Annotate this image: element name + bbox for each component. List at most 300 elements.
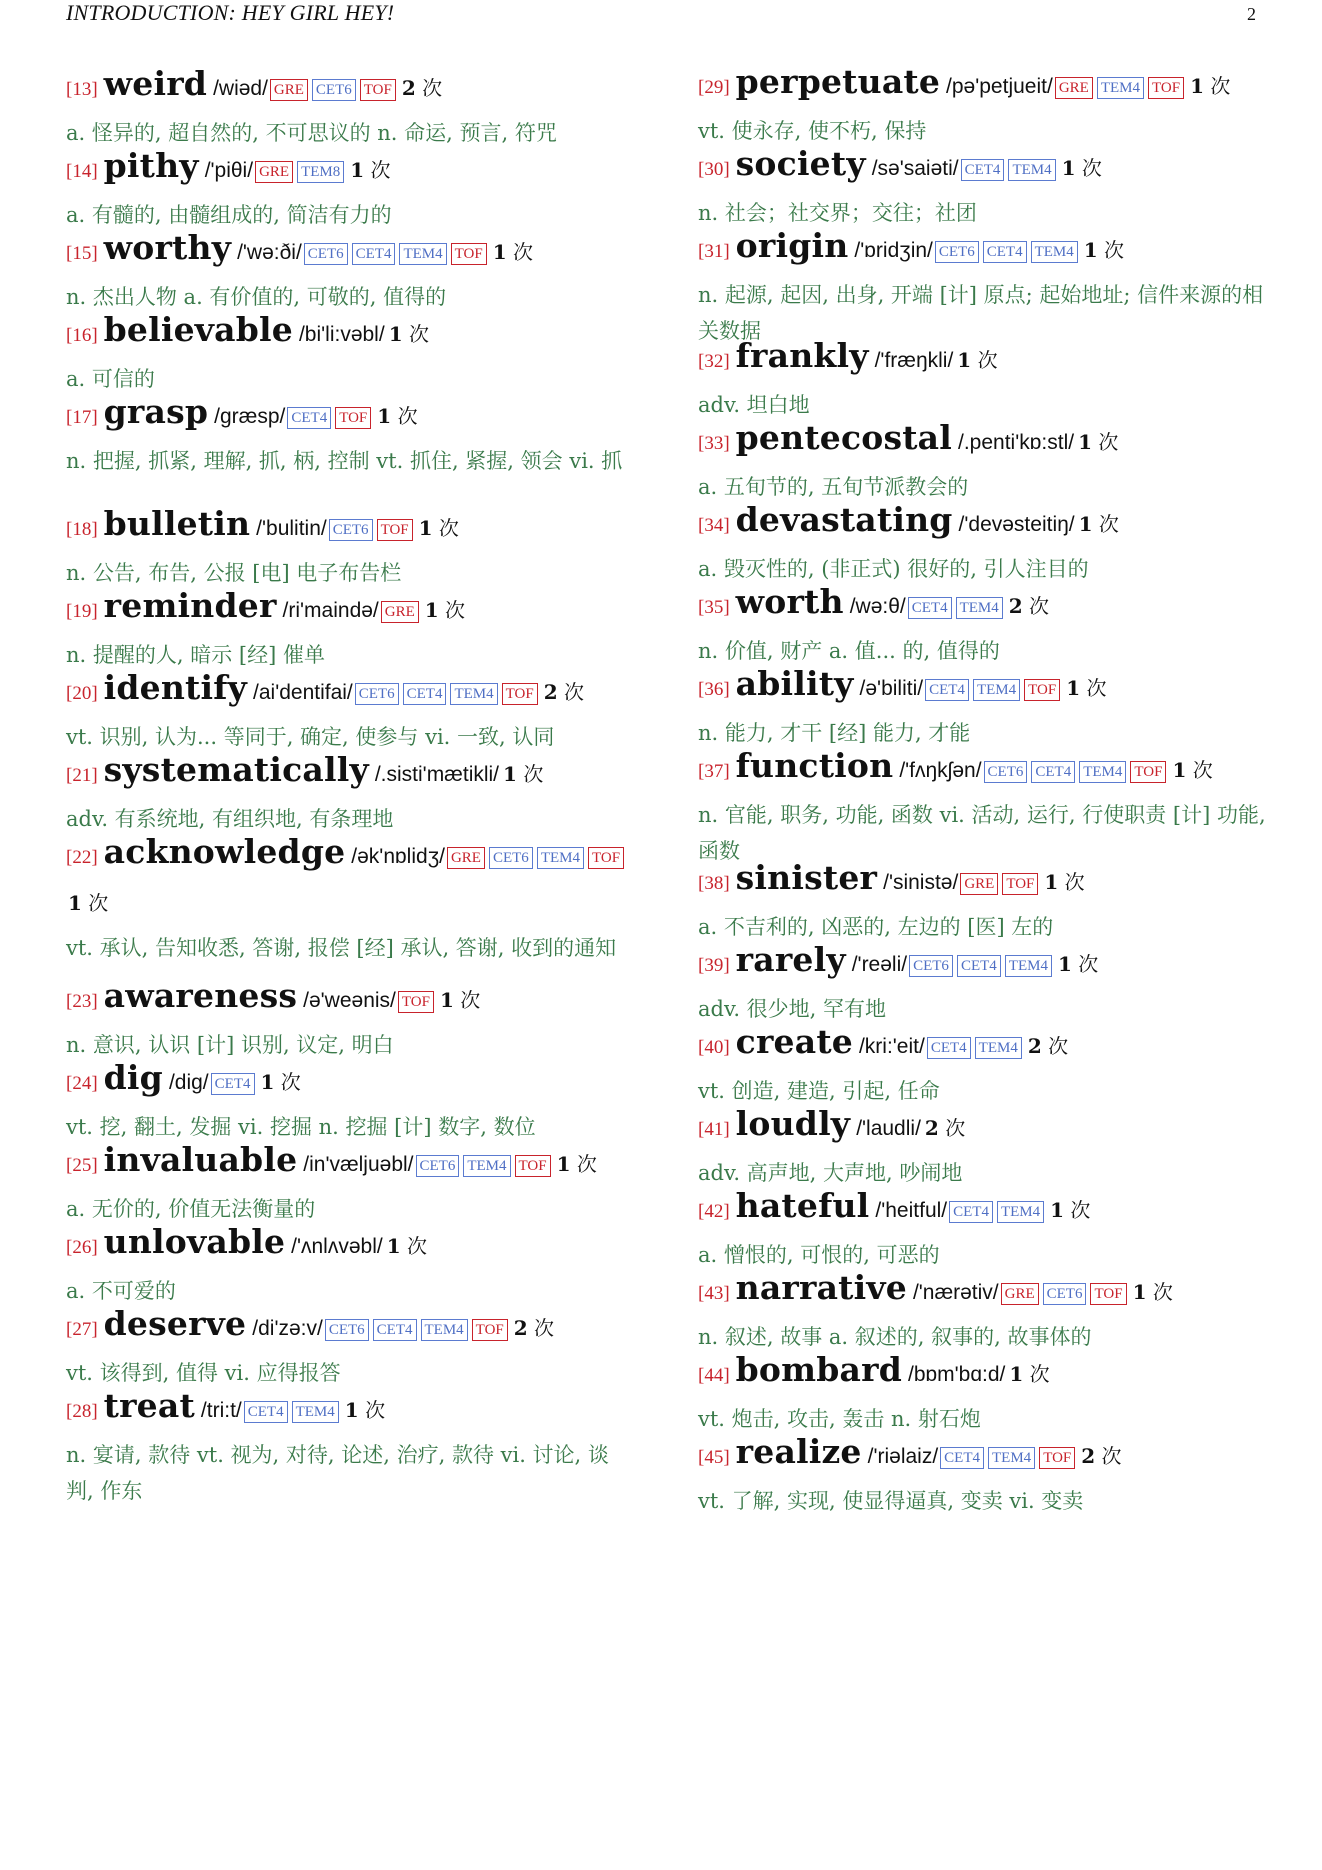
count-suffix: 次 [438,516,459,540]
entry-index: [14] [66,161,98,182]
exam-tag: TEM4 [975,1037,1022,1059]
definition: vt. 炮击, 攻击, 轰击 n. 射石炮 [698,1407,981,1431]
phonetic-transcription: /sə'saiəti/ [871,157,959,180]
exam-tag: TOF [1130,761,1166,783]
entry-headline [66,832,634,930]
occurrence-count [1028,1034,1068,1058]
count-suffix: 次 [280,1070,301,1094]
header-title: INTRODUCTION: HEY GIRL HEY! [66,0,395,25]
count-suffix: 次 [370,158,391,182]
word-entry [698,500,1266,587]
exam-tag: CET4 [211,1073,255,1095]
entry-index: [30] [698,159,730,180]
exam-tag: CET4 [961,159,1005,181]
phonetic-transcription: /ai'dentifai/ [253,681,353,704]
exam-tag: TEM4 [1008,159,1055,181]
entry-headline [698,418,1266,469]
headword: deserve [103,1304,247,1343]
phonetic-transcription: /'heitful/ [875,1199,948,1222]
word-entry [698,418,1266,505]
count-number: 1 [1078,430,1093,454]
definition: a. 可信的 [66,367,155,391]
entry-headline [66,668,634,719]
definition: vt. 该得到, 值得 vi. 应得报答 [66,1361,341,1385]
entry-headline [66,146,634,197]
occurrence-count [557,1152,597,1176]
occurrence-count [350,158,390,182]
exam-tag: TOF [398,991,434,1013]
word-entry [66,310,634,397]
count-suffix: 次 [1064,870,1085,894]
exam-tag: TOF [472,1319,508,1341]
definition: n. 社会；社交界；交往；社团 [698,201,977,225]
exam-tag: GRE [447,847,485,869]
exam-tag: CET4 [908,597,952,619]
headword: treat [103,1386,195,1425]
exam-tag: CET4 [373,1319,417,1341]
count-number: 1 [377,404,392,428]
word-entry [66,504,634,591]
entry-headline [698,226,1266,277]
occurrence-count [402,76,442,100]
exam-tag: TEM8 [297,161,344,183]
entry-index: [37] [698,761,730,782]
exam-tag: CET6 [325,1319,369,1341]
exam-tag: CET4 [352,243,396,265]
exam-tag: CET6 [489,847,533,869]
headword: acknowledge [103,832,346,871]
exam-tag: TEM4 [537,847,584,869]
occurrence-count [925,1116,965,1140]
word-entry [698,1022,1266,1109]
occurrence-count [377,404,417,428]
exam-tag: CET6 [329,519,373,541]
entry-headline [698,62,1266,113]
exam-tag: CET6 [312,79,356,101]
count-suffix: 次 [1210,74,1231,98]
occurrence-count [503,762,543,786]
headword: create [735,1022,853,1061]
exam-tag: TEM4 [463,1155,510,1177]
exam-tag: GRE [1001,1283,1039,1305]
headword: reminder [103,586,277,625]
definition: adv. 很少地, 罕有地 [698,997,887,1021]
definition: n. 公告, 布告, 公报 [电] 电子布告栏 [66,561,402,585]
headword: pentecostal [735,418,953,457]
entry-headline [698,858,1266,909]
count-number: 1 [1057,952,1072,976]
exam-tag: TEM4 [399,243,446,265]
phonetic-transcription: /wiəd/ [213,77,268,100]
definition: n. 把握, 抓紧, 理解, 抓, 柄, 控制 vt. 抓住, 紧握, 领会 vi. 抓 [66,449,623,473]
entry-index: [27] [66,1319,98,1340]
exam-tag: TOF [1148,77,1184,99]
word-entry [698,226,1266,349]
headword: bulletin [103,504,251,543]
word-entry [66,832,634,966]
definition: vt. 使永存, 使不朽, 保持 [698,119,927,143]
entry-index: [40] [698,1037,730,1058]
headword: rarely [735,940,846,979]
entry-headline [66,976,634,1027]
count-number: 1 [1190,74,1204,98]
count-suffix: 次 [1029,1362,1050,1386]
definition: a. 不可爱的 [66,1279,176,1303]
exam-tag: TOF [588,847,624,869]
count-number: 1 [1061,156,1076,180]
count-suffix: 次 [408,322,429,346]
headword: unlovable [103,1222,286,1261]
exam-tag: GRE [255,161,293,183]
count-number: 2 [1008,594,1023,618]
count-suffix: 次 [88,891,109,915]
exam-tag: TEM4 [450,683,497,705]
entry-index: [23] [66,991,98,1012]
entry-headline [66,504,634,555]
entry-index: [15] [66,243,98,264]
entry-headline [698,1350,1266,1401]
entry-headline [698,746,1266,797]
occurrence-count [1009,594,1049,618]
phonetic-transcription: /'fʌŋkʃən/ [899,759,982,782]
exam-tag: CET4 [1031,761,1075,783]
count-number: 1 [1078,512,1093,536]
count-number: 2 [513,1316,528,1340]
count-number: 2 [1027,1034,1042,1058]
entry-headline [66,1304,634,1355]
word-entry [698,1268,1266,1355]
count-suffix: 次 [406,1234,427,1258]
phonetic-transcription: /dig/ [168,1071,209,1094]
count-suffix: 次 [1101,1444,1122,1468]
exam-tag: CET6 [416,1155,460,1177]
headword: weird [103,64,208,103]
count-suffix: 次 [1048,1034,1069,1058]
exam-tag: TOF [1090,1283,1126,1305]
exam-tag: TOF [1002,873,1038,895]
headword: narrative [735,1268,907,1307]
exam-tag: TOF [335,407,371,429]
headword: dig [103,1058,163,1097]
count-number: 1 [1050,1198,1065,1222]
word-entry [66,586,634,673]
phonetic-transcription: /'fræŋkli/ [874,349,954,372]
entry-headline [698,1432,1266,1483]
headword: grasp [103,392,209,431]
entry-index: [36] [698,679,730,700]
entry-index: [25] [66,1155,98,1176]
entry-index: [13] [66,79,98,100]
entry-index: [42] [698,1201,730,1222]
phonetic-transcription: /kri:'eit/ [858,1035,925,1058]
definition: n. 起源, 起因, 出身, 开端 [计] 原点; 起始地址; 信件来源的相关数据 [698,283,1264,343]
definition: vt. 识别, 认为... 等同于, 确定, 使参与 vi. 一致, 认同 [66,725,555,749]
definition: n. 提醒的人, 暗示 [经] 催单 [66,643,325,667]
exam-tag: TEM4 [1031,241,1078,263]
exam-tag: CET4 [927,1037,971,1059]
exam-tag: CET6 [909,955,953,977]
entry-headline [698,1022,1266,1073]
count-suffix: 次 [1104,238,1125,262]
phonetic-transcription: /.penti'kɒ:stl/ [958,431,1075,454]
occurrence-count [387,1234,427,1258]
entry-headline [66,310,634,361]
entry-headline [66,1140,634,1191]
headword: hateful [735,1186,870,1225]
word-entry [698,940,1266,1027]
exam-tag: TOF [502,683,538,705]
page-number: 2 [1247,4,1256,24]
phonetic-transcription: /græsp/ [214,405,286,428]
phonetic-transcription: /wə:θ/ [849,595,906,618]
count-suffix: 次 [1152,1280,1173,1304]
word-entry [698,858,1266,945]
definition: a. 毁灭性的, (非正式) 很好的, 引人注目的 [698,557,1089,581]
definition: n. 能力, 才干 [经] 能力, 才能 [698,721,971,745]
definition: n. 官能, 职务, 功能, 函数 vi. 活动, 运行, 行使职责 [计] 功能, 函数 [698,803,1266,863]
headword: ability [735,664,854,703]
phonetic-transcription: /'devəsteitiŋ/ [958,513,1075,536]
entry-headline [698,940,1266,991]
count-suffix: 次 [1098,430,1119,454]
exam-tag: TOF [515,1155,551,1177]
exam-tag: TOF [1024,679,1060,701]
definition: n. 价值, 财产 a. 值... 的, 值得的 [698,639,1000,663]
entry-index: [45] [698,1447,730,1468]
exam-tag: GRE [1055,77,1093,99]
count-suffix: 次 [397,404,418,428]
count-suffix: 次 [1078,952,1099,976]
word-entry [698,1186,1266,1273]
entry-index: [32] [698,351,730,372]
count-number: 1 [439,988,454,1012]
exam-tag: CET6 [935,241,979,263]
entry-index: [17] [66,407,98,428]
count-suffix: 次 [945,1116,966,1140]
occurrence-count [425,598,465,622]
occurrence-count [1009,1362,1049,1386]
count-suffix: 次 [977,348,998,372]
headword: perpetuate [735,62,941,101]
definition: a. 憎恨的, 可恨的, 可恶的 [698,1243,940,1267]
count-suffix: 次 [523,762,544,786]
exam-tag: CET6 [984,761,1028,783]
word-entry [66,1140,634,1227]
headword: loudly [735,1104,851,1143]
entry-index: [22] [66,847,98,868]
count-number: 1 [957,348,972,372]
entry-index: [19] [66,601,98,622]
occurrence-count [440,988,480,1012]
entry-index: [26] [66,1237,98,1258]
count-number: 1 [344,1398,359,1422]
phonetic-transcription: /.sisti'mætikli/ [374,763,500,786]
occurrence-count [514,1316,554,1340]
occurrence-count [1081,1444,1121,1468]
definition: adv. 坦白地 [698,393,810,417]
count-number: 1 [260,1070,275,1094]
phonetic-transcription: /in'væljuəbl/ [303,1153,414,1176]
count-number: 1 [1066,676,1081,700]
exam-tag: TOF [451,243,487,265]
entry-index: [33] [698,433,730,454]
word-entry [698,1432,1266,1519]
entry-index: [18] [66,519,98,540]
entry-headline [66,1386,634,1437]
entry-index: [20] [66,683,98,704]
phonetic-transcription: /ə'weənis/ [303,989,396,1012]
occurrence-count [1079,512,1119,536]
word-entry [66,64,634,151]
count-number: 2 [924,1116,939,1140]
occurrence-count [345,1398,385,1422]
entry-headline [698,1104,1266,1155]
definition: a. 有髓的, 由髓组成的, 简洁有力的 [66,203,392,227]
occurrence-count [1084,238,1124,262]
entry-index: [38] [698,873,730,894]
entry-index: [21] [66,765,98,786]
definition: n. 宴请, 款待 vt. 视为, 对待, 论述, 治疗, 款待 vi. 讨论, 谈判, 作东 [66,1443,609,1503]
phonetic-transcription: /'riəlaiz/ [867,1445,939,1468]
exam-tag: CET4 [983,241,1027,263]
word-entry [66,1386,634,1509]
word-entry [698,62,1266,149]
entry-index: [43] [698,1283,730,1304]
phonetic-transcription: /ri'maində/ [282,599,379,622]
count-number: 2 [543,680,558,704]
definition: n. 叙述, 故事 a. 叙述的, 叙事的, 故事体的 [698,1325,1092,1349]
phonetic-transcription: /di'zə:v/ [252,1317,323,1340]
count-suffix: 次 [576,1152,597,1176]
headword: society [735,144,866,183]
count-number: 1 [1044,870,1059,894]
exam-tag: TOF [1039,1447,1075,1469]
word-entry [698,664,1266,751]
exam-tag: GRE [381,601,419,623]
phonetic-transcription: /tri:t/ [200,1399,242,1422]
word-entry [66,228,634,315]
entry-index: [41] [698,1119,730,1140]
occurrence-count [1062,156,1102,180]
headword: function [735,746,894,785]
phonetic-transcription: /'ɒridʒin/ [854,239,933,262]
exam-tag: CET6 [304,243,348,265]
definition: vt. 挖, 翻土, 发掘 vi. 挖掘 n. 挖掘 [计] 数字, 数位 [66,1115,536,1139]
entry-headline [698,1268,1266,1319]
entry-headline [66,750,634,801]
definition: n. 杰出人物 a. 有价值的, 可敬的, 值得的 [66,285,447,309]
phonetic-transcription: /pə'petjueit/ [946,75,1053,98]
phonetic-transcription: /'ʌnlʌvəbl/ [291,1235,383,1258]
count-number: 1 [1132,1280,1147,1304]
headword: realize [735,1432,862,1471]
entry-headline [66,64,634,115]
occurrence-count [1133,1280,1173,1304]
definition: adv. 高声地, 大声地, 吵闹地 [698,1161,963,1185]
count-number: 2 [401,76,416,100]
definition: vt. 承认, 告知收悉, 答谢, 报偿 [经] 承认, 答谢, 收到的通知 [66,936,617,960]
count-number: 1 [1083,238,1098,262]
entry-index: [16] [66,325,98,346]
count-suffix: 次 [1070,1198,1091,1222]
phonetic-transcription: /'sinistə/ [883,871,959,894]
exam-tag: GRE [270,79,308,101]
exam-tag: GRE [960,873,998,895]
exam-tag: TOF [360,79,396,101]
phonetic-transcription: /bi'li:vəbl/ [298,323,385,346]
phonetic-transcription: /ə'biliti/ [859,677,924,700]
headword: invaluable [103,1140,298,1179]
exam-tag: CET4 [403,683,447,705]
occurrence-count [957,348,997,372]
entry-index: [35] [698,597,730,618]
headword: systematically [103,750,369,789]
count-suffix: 次 [534,1316,555,1340]
phonetic-transcription: /'nærətiv/ [912,1281,999,1304]
entry-index: [29] [698,77,730,98]
count-suffix: 次 [513,240,533,264]
headword: pithy [103,146,199,185]
entry-headline [698,664,1266,715]
occurrence-count [1066,676,1106,700]
exam-tag: TEM4 [988,1447,1035,1469]
word-entry [66,1058,634,1145]
definition: vt. 了解, 实现, 使显得逼真, 变卖 vi. 变卖 [698,1489,1084,1513]
exam-tag: CET4 [925,679,969,701]
occurrence-count [419,516,459,540]
running-header [66,0,1256,30]
count-suffix: 次 [1081,156,1102,180]
word-entry [66,146,634,233]
count-number: 1 [350,158,365,182]
entry-headline [698,1186,1266,1237]
occurrence-count [1044,870,1084,894]
entry-index: [34] [698,515,730,536]
count-number: 1 [68,891,82,915]
phonetic-transcription: /'wə:ði/ [237,241,302,264]
exam-tag: TEM4 [421,1319,468,1341]
exam-tag: CET6 [1043,1283,1087,1305]
exam-tag: TOF [377,519,413,541]
headword: origin [735,226,849,265]
word-entry [66,976,634,1063]
headword: bombard [735,1350,902,1389]
entry-index: [44] [698,1365,730,1386]
exam-tag: TEM4 [1079,761,1126,783]
occurrence-count [1078,430,1118,454]
definition: a. 五旬节的, 五旬节派教会的 [698,475,969,499]
phonetic-transcription: /bɒm'bɑ:d/ [907,1363,1006,1386]
exam-tag: CET6 [355,683,399,705]
occurrence-count [1172,758,1212,782]
phonetic-transcription: /'bulitin/ [256,517,327,540]
count-suffix: 次 [1192,758,1213,782]
phonetic-transcription: /'piθi/ [204,159,254,182]
exam-tag: TEM4 [997,1201,1044,1223]
count-number: 1 [418,516,433,540]
count-number: 1 [556,1152,571,1176]
count-number: 1 [1009,1362,1024,1386]
occurrence-count [261,1070,301,1094]
exam-tag: TEM4 [1097,77,1144,99]
count-number: 1 [1172,758,1187,782]
exam-tag: CET4 [957,955,1001,977]
headword: identify [103,668,248,707]
count-number: 2 [1081,1444,1096,1468]
count-number: 1 [386,1234,401,1258]
occurrence-count [493,240,533,264]
definition: a. 无价的, 价值无法衡量的 [66,1197,316,1221]
